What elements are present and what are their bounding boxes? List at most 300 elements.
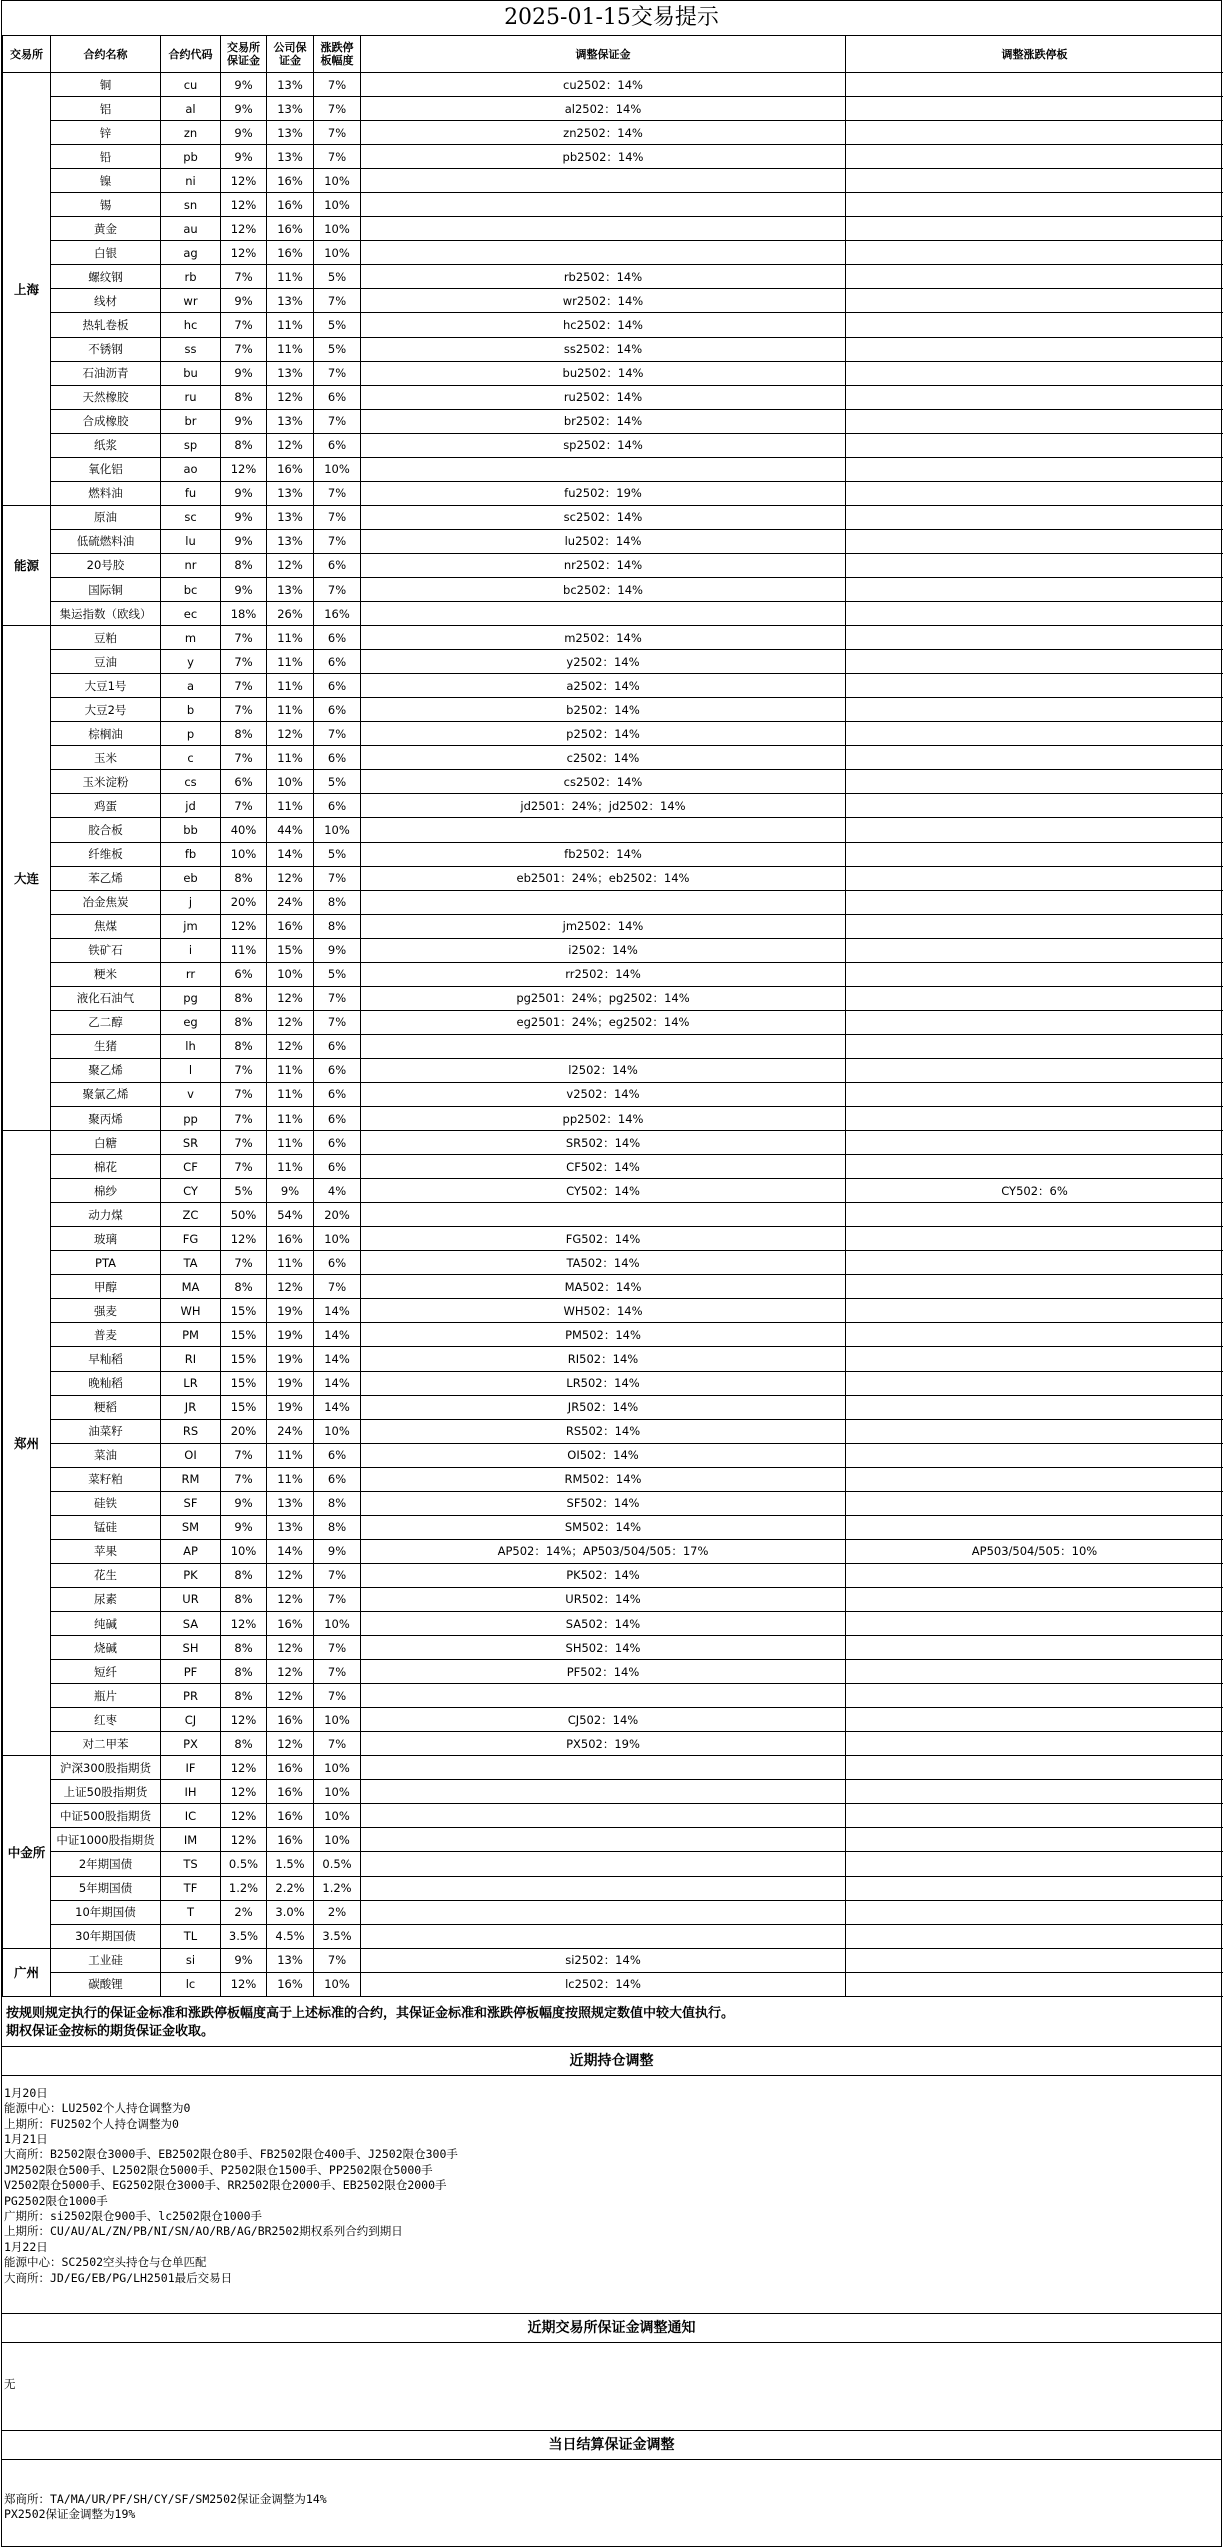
contract-code-cell: ni [161,169,221,193]
adjusted-margin-cell: m2502：14% [361,626,846,650]
contract-name-cell: 原油 [51,505,161,529]
company-margin-cell: 11% [267,746,314,770]
price-limit-cell: 16% [314,602,361,626]
table-row [3,1155,1223,1179]
adjusted-margin-cell: sc2502：14% [361,505,846,529]
contract-name-cell: 铜 [51,73,161,97]
contract-code-cell: jm [161,914,221,938]
price-limit-cell: 7% [314,1275,361,1299]
company-margin-cell: 10% [267,962,314,986]
adjusted-margin-cell [361,457,846,481]
contract-name-cell: 大豆2号 [51,698,161,722]
contract-code-cell: y [161,650,221,674]
contract-code-cell: si [161,1948,221,1972]
adjusted-limit-cell [846,1491,1223,1515]
exchange-margin-cell: 8% [221,1660,267,1684]
table-row [3,1371,1223,1395]
text-line: 1月22日 [4,2240,1219,2255]
adjusted-limit-cell [846,1058,1223,1082]
table-row [3,890,1223,914]
contract-code-cell: hc [161,313,221,337]
company-margin-cell: 44% [267,818,314,842]
exchange-margin-cell: 3.5% [221,1924,267,1948]
contract-code-cell: SH [161,1636,221,1660]
adjusted-limit-cell [846,1467,1223,1491]
adjusted-limit-cell [846,1924,1223,1948]
contract-name-cell: 焦煤 [51,914,161,938]
contract-name-cell: 铝 [51,97,161,121]
price-limit-cell: 7% [314,722,361,746]
adjusted-limit-cell [846,986,1223,1010]
company-margin-cell: 16% [267,1756,314,1780]
company-margin-cell: 19% [267,1323,314,1347]
adjusted-margin-cell: PK502：14% [361,1563,846,1587]
contract-name-cell: 10年期国债 [51,1900,161,1924]
table-row [3,1756,1223,1780]
adjusted-margin-cell: PM502：14% [361,1323,846,1347]
exchange-margin-cell: 7% [221,1251,267,1275]
adjusted-margin-cell: zn2502：14% [361,121,846,145]
adjusted-limit-cell [846,818,1223,842]
company-margin-cell: 11% [267,650,314,674]
header-price-limit: 涨跌停板幅度 [314,36,361,73]
text-line: 上期所：CU/AU/AL/ZN/PB/NI/SN/AO/RB/AG/BR2502期权系列合约到期日 [4,2224,1219,2239]
table-row [3,746,1223,770]
contract-code-cell: a [161,674,221,698]
company-margin-cell: 4.5% [267,1924,314,1948]
adjusted-margin-cell: si2502：14% [361,1948,846,1972]
table-row [3,1323,1223,1347]
price-limit-cell: 7% [314,409,361,433]
text-line: 能源中心：SC2502空头持仓与仓单匹配 [4,2255,1219,2270]
adjusted-limit-cell [846,481,1223,505]
price-limit-cell: 7% [314,505,361,529]
contract-name-cell: 20号胶 [51,553,161,577]
price-limit-cell: 7% [314,866,361,890]
contract-name-cell: 热轧卷板 [51,313,161,337]
exchange-margin-cell: 7% [221,337,267,361]
adjusted-limit-cell [846,409,1223,433]
contract-code-cell: T [161,1900,221,1924]
contract-name-cell: 黄金 [51,217,161,241]
adjusted-limit-cell [846,794,1223,818]
adjusted-margin-cell: fu2502：19% [361,481,846,505]
adjusted-limit-cell [846,650,1223,674]
table-row [3,1636,1223,1660]
adjusted-limit-cell [846,505,1223,529]
table-row [3,1034,1223,1058]
price-limit-cell: 6% [314,1058,361,1082]
price-limit-cell: 6% [314,1082,361,1106]
table-row [3,722,1223,746]
adjusted-limit-cell [846,169,1223,193]
price-limit-cell: 7% [314,1010,361,1034]
contract-code-cell: bb [161,818,221,842]
contract-code-cell: l [161,1058,221,1082]
company-margin-cell: 10% [267,770,314,794]
company-margin-cell: 11% [267,1467,314,1491]
contract-code-cell: IF [161,1756,221,1780]
adjusted-margin-cell: wr2502：14% [361,289,846,313]
adjusted-limit-cell [846,674,1223,698]
price-limit-cell: 7% [314,361,361,385]
contract-name-cell: 镍 [51,169,161,193]
rule-note-line: 期权保证金按标的期货保证金收取。 [6,2023,1215,2041]
contract-code-cell: CF [161,1155,221,1179]
contract-name-cell: 普麦 [51,1323,161,1347]
company-margin-cell: 12% [267,1636,314,1660]
text-line: 1月21日 [4,2132,1219,2147]
adjusted-margin-cell: cu2502：14% [361,73,846,97]
contract-code-cell: pp [161,1107,221,1131]
exchange-margin-cell: 0.5% [221,1852,267,1876]
exchange-margin-cell: 6% [221,962,267,986]
table-row [3,698,1223,722]
adjusted-limit-cell [846,1612,1223,1636]
adjusted-margin-cell: rr2502：14% [361,962,846,986]
exchange-margin-cell: 15% [221,1395,267,1419]
contract-code-cell: CY [161,1179,221,1203]
adjusted-limit-cell [846,121,1223,145]
company-margin-cell: 11% [267,265,314,289]
table-row [3,1491,1223,1515]
adjusted-limit-cell [846,1299,1223,1323]
price-limit-cell: 6% [314,1443,361,1467]
company-margin-cell: 16% [267,1828,314,1852]
adjusted-limit-cell [846,1732,1223,1756]
adjusted-margin-cell: UR502：14% [361,1587,846,1611]
adjusted-limit-cell [846,529,1223,553]
adjusted-limit-cell: AP503/504/505：10% [846,1539,1223,1563]
adjusted-limit-cell [846,289,1223,313]
adjusted-limit-cell [846,722,1223,746]
company-margin-cell: 19% [267,1299,314,1323]
contract-code-cell: j [161,890,221,914]
adjusted-limit-cell [846,1828,1223,1852]
price-limit-cell: 7% [314,289,361,313]
company-margin-cell: 16% [267,1804,314,1828]
exchange-margin-cell: 8% [221,1587,267,1611]
contract-code-cell: OI [161,1443,221,1467]
exchange-margin-cell: 8% [221,1034,267,1058]
adjusted-limit-cell [846,602,1223,626]
contract-code-cell: UR [161,1587,221,1611]
contract-code-cell: bu [161,361,221,385]
contract-name-cell: 菜籽粕 [51,1467,161,1491]
adjusted-margin-cell [361,1900,846,1924]
price-limit-cell: 6% [314,1467,361,1491]
company-margin-cell: 16% [267,1780,314,1804]
contract-name-cell: 聚丙烯 [51,1107,161,1131]
company-margin-cell: 11% [267,1082,314,1106]
adjusted-limit-cell [846,97,1223,121]
contract-code-cell: SM [161,1515,221,1539]
contract-code-cell: PK [161,1563,221,1587]
price-limit-cell: 10% [314,217,361,241]
price-limit-cell: 6% [314,1034,361,1058]
header-exchange: 交易所 [3,36,51,73]
contract-name-cell: 早籼稻 [51,1347,161,1371]
adjusted-limit-cell [846,217,1223,241]
header-contract-name: 合约名称 [51,36,161,73]
exchange-margin-cell: 9% [221,361,267,385]
table-row [3,409,1223,433]
company-margin-cell: 24% [267,1419,314,1443]
table-row [3,1780,1223,1804]
contract-code-cell: rr [161,962,221,986]
adjusted-limit-cell [846,145,1223,169]
price-limit-cell: 10% [314,1972,361,1996]
adjusted-limit-cell [846,1034,1223,1058]
price-limit-cell: 7% [314,97,361,121]
contract-code-cell: rb [161,265,221,289]
adjusted-limit-cell [846,1708,1223,1732]
contract-code-cell: eb [161,866,221,890]
price-limit-cell: 10% [314,1227,361,1251]
table-row [3,1443,1223,1467]
text-line: JM2502限仓500手、L2502限仓5000手、P2502限仓1500手、PP2502限仓5000手 [4,2163,1219,2178]
adjusted-margin-cell: a2502：14% [361,674,846,698]
table-row [3,1563,1223,1587]
company-margin-cell: 12% [267,385,314,409]
exchange-margin-cell: 9% [221,529,267,553]
contract-name-cell: 对二甲苯 [51,1732,161,1756]
exchange-margin-cell: 7% [221,1443,267,1467]
margin-notice-heading: 近期交易所保证金调整通知 [2,2314,1221,2343]
contract-code-cell: RM [161,1467,221,1491]
company-margin-cell: 3.0% [267,1900,314,1924]
company-margin-cell: 11% [267,1155,314,1179]
contract-name-cell: 沪深300股指期货 [51,1756,161,1780]
price-limit-cell: 7% [314,577,361,601]
contract-code-cell: v [161,1082,221,1106]
exchange-margin-cell: 15% [221,1323,267,1347]
table-row [3,577,1223,601]
contract-code-cell: nr [161,553,221,577]
contract-name-cell: 燃料油 [51,481,161,505]
exchange-margin-cell: 40% [221,818,267,842]
adjusted-limit-cell [846,1203,1223,1227]
table-row [3,962,1223,986]
company-margin-cell: 16% [267,914,314,938]
exchange-margin-cell: 9% [221,97,267,121]
price-limit-cell: 5% [314,265,361,289]
price-limit-cell: 7% [314,121,361,145]
position-adjustment-heading: 近期持仓调整 [2,2047,1221,2076]
adjusted-limit-cell [846,1876,1223,1900]
adjusted-margin-cell: rb2502：14% [361,265,846,289]
exchange-margin-cell: 9% [221,1491,267,1515]
table-row [3,1227,1223,1251]
adjusted-margin-cell: PX502：19% [361,1732,846,1756]
contract-code-cell: ec [161,602,221,626]
adjusted-margin-cell [361,1684,846,1708]
contract-code-cell: PF [161,1660,221,1684]
price-limit-cell: 10% [314,457,361,481]
adjusted-margin-cell [361,1924,846,1948]
table-row [3,385,1223,409]
exchange-margin-cell: 7% [221,313,267,337]
adjusted-margin-cell: jd2501：24%；jd2502：14% [361,794,846,818]
contract-name-cell: 铁矿石 [51,938,161,962]
exchange-margin-cell: 18% [221,602,267,626]
adjusted-limit-cell [846,1636,1223,1660]
adjusted-limit-cell [846,1780,1223,1804]
contract-name-cell: 胶合板 [51,818,161,842]
text-line: 大商所：B2502限仓3000手、EB2502限仓80手、FB2502限仓400手、J2502限仓300手 [4,2147,1219,2162]
exchange-margin-cell: 12% [221,1828,267,1852]
price-limit-cell: 10% [314,1828,361,1852]
price-limit-cell: 6% [314,1131,361,1155]
adjusted-margin-cell: p2502：14% [361,722,846,746]
table-row [3,1203,1223,1227]
price-limit-cell: 7% [314,73,361,97]
price-limit-cell: 8% [314,1491,361,1515]
contract-code-cell: SF [161,1491,221,1515]
adjusted-margin-cell: CY502：14% [361,1179,846,1203]
contract-name-cell: 菜油 [51,1443,161,1467]
exchange-margin-cell: 8% [221,1010,267,1034]
contract-name-cell: 冶金焦炭 [51,890,161,914]
adjusted-limit-cell [846,1010,1223,1034]
adjusted-margin-cell: fb2502：14% [361,842,846,866]
exchange-margin-cell: 12% [221,1780,267,1804]
contract-code-cell: jd [161,794,221,818]
price-limit-cell: 7% [314,1948,361,1972]
table-row [3,842,1223,866]
contract-name-cell: 硅铁 [51,1491,161,1515]
adjusted-margin-cell: OI502：14% [361,1443,846,1467]
exchange-margin-cell: 9% [221,145,267,169]
company-margin-cell: 19% [267,1347,314,1371]
company-margin-cell: 11% [267,1251,314,1275]
contract-code-cell: wr [161,289,221,313]
adjusted-limit-cell [846,866,1223,890]
price-limit-cell: 10% [314,1708,361,1732]
price-limit-cell: 10% [314,169,361,193]
adjusted-limit-cell [846,577,1223,601]
adjusted-limit-cell [846,1347,1223,1371]
contract-code-cell: ss [161,337,221,361]
text-line: V2502限仓5000手、EG2502限仓3000手、RR2502限仓2000手、EB2502限仓2000手 [4,2178,1219,2193]
adjusted-limit-cell [846,265,1223,289]
table-row [3,1900,1223,1924]
company-margin-cell: 13% [267,577,314,601]
adjusted-margin-cell [361,1034,846,1058]
contract-name-cell: 甲醇 [51,1275,161,1299]
adjusted-margin-cell: ss2502：14% [361,337,846,361]
exchange-margin-cell: 20% [221,890,267,914]
adjusted-margin-cell [361,1804,846,1828]
adjusted-limit-cell [846,1371,1223,1395]
price-limit-cell: 4% [314,1179,361,1203]
contract-name-cell: 瓶片 [51,1684,161,1708]
company-margin-cell: 12% [267,1732,314,1756]
header-contract-code: 合约代码 [161,36,221,73]
contract-code-cell: cu [161,73,221,97]
adjusted-margin-cell [361,818,846,842]
price-limit-cell: 14% [314,1299,361,1323]
price-limit-cell: 7% [314,1636,361,1660]
company-margin-cell: 16% [267,241,314,265]
contract-name-cell: 白银 [51,241,161,265]
contract-name-cell: 玻璃 [51,1227,161,1251]
price-limit-cell: 7% [314,481,361,505]
table-row [3,1804,1223,1828]
price-limit-cell: 14% [314,1395,361,1419]
contract-name-cell: 棉纱 [51,1179,161,1203]
table-row [3,1660,1223,1684]
contract-code-cell: al [161,97,221,121]
exchange-margin-cell: 7% [221,626,267,650]
price-limit-cell: 5% [314,313,361,337]
exchange-cell: 大连 [3,626,51,1131]
adjusted-limit-cell [846,385,1223,409]
adjusted-margin-cell: bc2502：14% [361,577,846,601]
exchange-margin-cell: 7% [221,265,267,289]
adjusted-limit-cell [846,1275,1223,1299]
table-row [3,1275,1223,1299]
table-row [3,1587,1223,1611]
company-margin-cell: 11% [267,794,314,818]
contract-code-cell: ag [161,241,221,265]
company-margin-cell: 13% [267,1515,314,1539]
adjusted-limit-cell [846,770,1223,794]
exchange-margin-cell: 9% [221,409,267,433]
adjusted-margin-cell: CF502：14% [361,1155,846,1179]
table-row [3,1347,1223,1371]
adjusted-limit-cell [846,890,1223,914]
table-row [3,121,1223,145]
company-margin-cell: 16% [267,1972,314,1996]
adjusted-limit-cell [846,313,1223,337]
exchange-cell: 中金所 [3,1756,51,1948]
contract-name-cell: 锡 [51,193,161,217]
company-margin-cell: 13% [267,529,314,553]
adjusted-margin-cell [361,1828,846,1852]
company-margin-cell: 13% [267,121,314,145]
contract-name-cell: 晚籼稻 [51,1371,161,1395]
exchange-margin-cell: 9% [221,481,267,505]
contract-code-cell: RI [161,1347,221,1371]
exchange-margin-cell: 12% [221,914,267,938]
adjusted-limit-cell [846,1419,1223,1443]
company-margin-cell: 12% [267,1275,314,1299]
company-margin-cell: 26% [267,602,314,626]
price-limit-cell: 10% [314,241,361,265]
price-limit-cell: 5% [314,337,361,361]
contract-code-cell: sc [161,505,221,529]
table-row [3,289,1223,313]
table-row [3,1539,1223,1563]
contract-code-cell: ao [161,457,221,481]
company-margin-cell: 24% [267,890,314,914]
company-margin-cell: 12% [267,1684,314,1708]
contract-name-cell: 30年期国债 [51,1924,161,1948]
table-header-row [3,36,1223,73]
table-row [3,481,1223,505]
exchange-margin-cell: 9% [221,505,267,529]
adjusted-limit-cell [846,1515,1223,1539]
price-limit-cell: 6% [314,1155,361,1179]
trading-notice-sheet [1,0,1222,2547]
exchange-margin-cell: 12% [221,457,267,481]
table-row [3,1058,1223,1082]
adjusted-margin-cell [361,890,846,914]
exchange-margin-cell: 50% [221,1203,267,1227]
exchange-margin-cell: 12% [221,1756,267,1780]
contract-code-cell: JR [161,1395,221,1419]
